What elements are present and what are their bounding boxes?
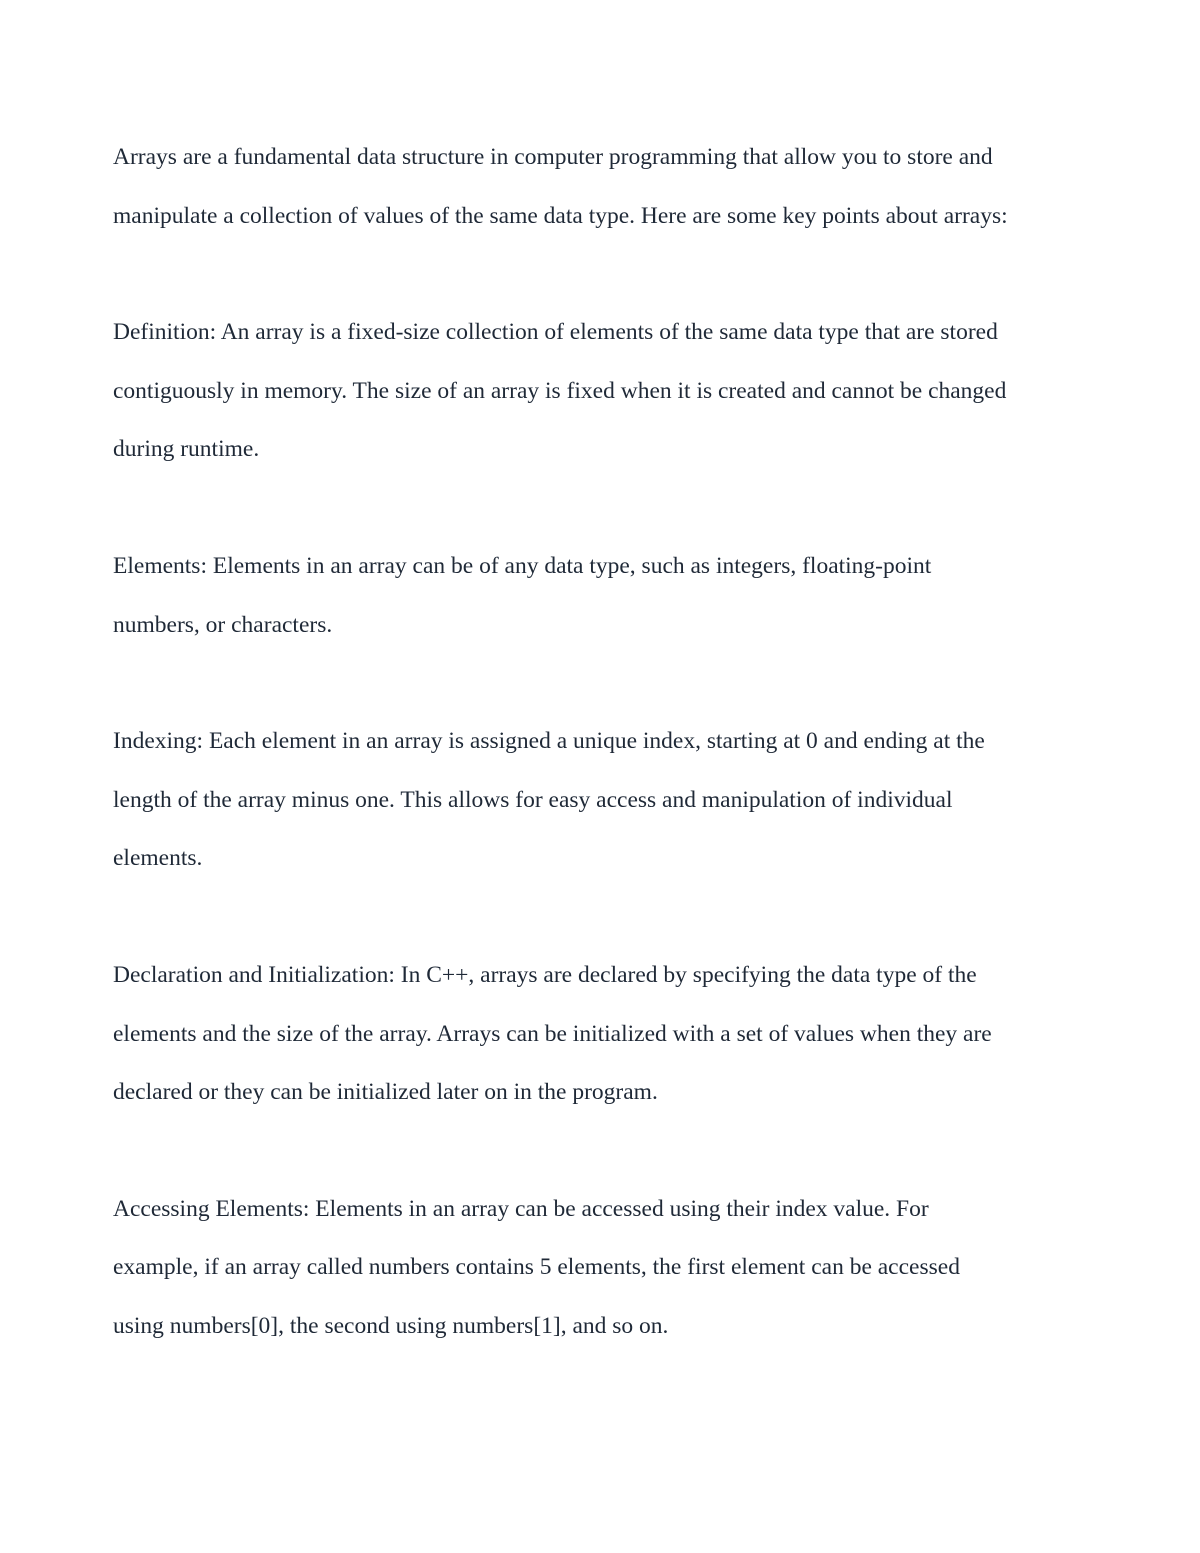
paragraph-line: Elements: Elements in an array can be of any data type, such as integers, floating-point xyxy=(113,552,932,579)
paragraph-line: Indexing: Each element in an array is assigned a unique index, starting at 0 and ending at the xyxy=(113,728,985,755)
paragraph-indexing xyxy=(113,712,1098,888)
paragraph-definition xyxy=(113,303,1098,479)
paragraph-line: example, if an array called numbers contains 5 elements, the first element can be accessed xyxy=(113,1254,960,1281)
paragraph-line: Accessing Elements: Elements in an array can be accessed using their index value. For xyxy=(113,1195,929,1222)
paragraph-line: declared or they can be initialized later on in the program. xyxy=(113,1079,658,1106)
document-body xyxy=(113,128,1098,1414)
paragraph-line: Definition: An array is a fixed-size collection of elements of the same data type that are stored xyxy=(113,319,998,346)
paragraph-line: elements and the size of the array. Arrays can be initialized with a set of values when they are xyxy=(113,1020,992,1047)
paragraph-line: numbers, or characters. xyxy=(113,611,333,638)
paragraph-declaration xyxy=(113,946,1098,1122)
paragraph-line: during runtime. xyxy=(113,436,260,463)
paragraph-line: length of the array minus one. This allows for easy access and manipulation of individual xyxy=(113,786,953,813)
paragraph-line: elements. xyxy=(113,845,203,872)
paragraph-elements xyxy=(113,537,1098,654)
paragraph-line: using numbers[0], the second using numbers[1], and so on. xyxy=(113,1312,669,1339)
paragraph-accessing xyxy=(113,1180,1098,1356)
paragraph-line: contiguously in memory. The size of an array is fixed when it is created and cannot be changed xyxy=(113,377,1007,404)
paragraph-line: manipulate a collection of values of the same data type. Here are some key points about arrays: xyxy=(113,202,1008,229)
paragraph-intro xyxy=(113,128,1098,245)
paragraph-line: Declaration and Initialization: In C++, arrays are declared by specifying the data type of the xyxy=(113,961,977,988)
paragraph-line: Arrays are a fundamental data structure in computer programming that allow you to store and xyxy=(113,144,993,170)
